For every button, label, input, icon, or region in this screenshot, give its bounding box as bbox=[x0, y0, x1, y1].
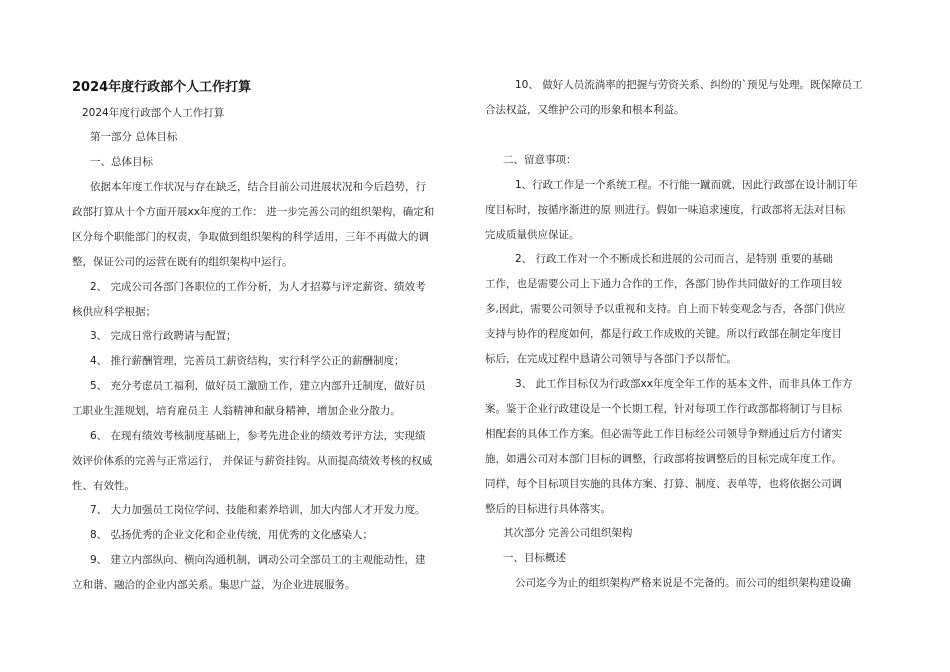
list-item: 9、 建立内部纵向、横向沟通机制，调动公司全部员工的主观能动性，建 bbox=[90, 554, 426, 566]
section-heading: 一、总体目标 bbox=[90, 156, 153, 168]
paragraph-line: 施，如遇公司对本部门目标的调整，行政部将按调整后的目标完成年度工作。 bbox=[485, 453, 842, 465]
paragraph-line: 完成质量供应保证。 bbox=[485, 229, 580, 241]
paragraph-line: 立和谐、融洽的企业内部关系。集思广益，为企业进展服务。 bbox=[72, 579, 356, 591]
paragraph-line: 依据本年度工作状况与存在缺乏，结合目前公司进展状况和今后趋势，行 bbox=[90, 181, 426, 193]
paragraph-line: 案。鉴于企业行政建设是一个长期工程，针对每项工作行政部都将制订与目标 bbox=[485, 403, 842, 415]
paragraph-line: 核供应科学根据； bbox=[72, 306, 156, 318]
list-item: 6、 在现有绩效考核制度基础上，参考先进企业的绩效考评方法，实现绩 bbox=[90, 430, 426, 442]
paragraph-line: 性、有效性。 bbox=[72, 480, 135, 492]
paragraph-line: 政部打算从十个方面开展xx年度的工作： 进一步完善公司的组织架构，确定和 bbox=[72, 206, 435, 218]
paragraph-line: 工职业生涯规划，培育雇员主 人翁精神和献身精神，增加企业分散力。 bbox=[72, 405, 401, 417]
list-item: 3、 完成日常行政聘请与配置； bbox=[90, 330, 237, 342]
paragraph-line: 效评价体系的完善与正常运行， 并保证与薪资挂钩。从而提高绩效考核的权威 bbox=[72, 455, 433, 467]
paragraph-line: 相配套的具体工作方案。但必需等此工作目标经公司领导争辩通过后方付诸实 bbox=[485, 428, 842, 440]
paragraph-line: 整，保证公司的运营在既有的组织架构中运行。 bbox=[72, 256, 293, 268]
paragraph-line: 标后，在完成过程中恳请公司领导与各部门予以帮忙。 bbox=[485, 353, 737, 365]
part-heading: 第一部分 总体目标 bbox=[90, 131, 178, 143]
list-item: 1、行政工作是一个系统工程。不行能一蹴而就，因此行政部在设计制订年 bbox=[515, 179, 858, 191]
list-item: 5、 充分考虑员工福利，做好员工激励工作，建立内部升迁制度，做好员 bbox=[90, 380, 426, 392]
subtitle-line: 2024年度行政部个人工作打算 bbox=[82, 107, 225, 119]
list-item: 10、 做好人员流淌率的把握与劳资关系、纠纷的`预见与处理。既保障员工 bbox=[515, 79, 863, 91]
paragraph-line: 整后的目标进行具体落实。 bbox=[485, 503, 611, 515]
list-item: 3、 此工作目标仅为行政部xx年度全年工作的基本文件，而非具体工作方 bbox=[515, 378, 853, 390]
list-item: 2、 完成公司各部门各职位的工作分析，为人才招募与评定薪资、绩效考 bbox=[90, 281, 426, 293]
paragraph-line: 同样，每个目标项目实施的具体方案、打算、制度、表单等，也将依据公司调 bbox=[485, 478, 842, 490]
paragraph-line: 区分每个职能部门的权责，争取做到组织架构的科学适用，三年不再做大的调 bbox=[72, 231, 429, 243]
part-heading: 其次部分 完善公司组织架构 bbox=[503, 527, 633, 539]
list-item: 2、 行政工作对一个不断成长和进展的公司而言，是特别 重要的基础 bbox=[515, 253, 833, 265]
paragraph-line: 公司迄今为止的组织架构严格来说是不完备的。而公司的组织架构建设确 bbox=[515, 577, 851, 589]
section-heading: 一、目标概述 bbox=[503, 552, 566, 564]
paragraph-line: 多,因此，需要公司领导予以重视和支持。自上而下转变观念与否，各部门供应 bbox=[485, 303, 846, 315]
paragraph-line: 工作，也是需要公司上下通力合作的工作，各部门协作共同做好的工作项目较 bbox=[485, 278, 842, 290]
document-title: 2024年度行政部个人工作打算 bbox=[72, 80, 252, 95]
paragraph-line: 支持与协作的程度如何，都是行政工作成败的关键。所以行政部在制定年度目 bbox=[485, 328, 842, 340]
paragraph-line: 度目标时，按循序渐进的原 则进行。假如一味追求速度，行政部将无法对目标 bbox=[485, 204, 846, 216]
section-heading: 二、留意事项： bbox=[503, 154, 577, 166]
list-item: 4、 推行薪酬管理，完善员工薪资结构，实行科学公正的薪酬制度； bbox=[90, 355, 405, 367]
list-item: 7、 大力加强员工岗位学问、技能和素养培训，加大内部人才开发力度。 bbox=[90, 504, 426, 516]
list-item: 8、 弘扬优秀的企业文化和企业传统，用优秀的文化感染人； bbox=[90, 529, 374, 541]
paragraph-line: 合法权益，又维护公司的形象和根本利益。 bbox=[485, 104, 685, 116]
